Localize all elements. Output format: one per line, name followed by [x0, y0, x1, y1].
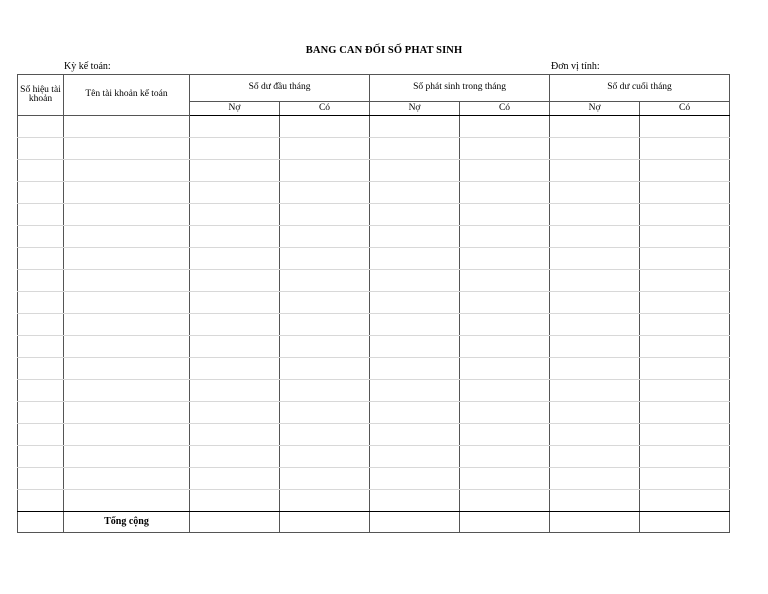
table-row	[18, 446, 730, 468]
table-row	[18, 424, 730, 446]
table-cell	[64, 226, 190, 248]
table-cell	[640, 270, 730, 292]
table-cell	[64, 336, 190, 358]
table-cell	[550, 248, 640, 270]
table-cell	[370, 226, 460, 248]
table-row	[18, 248, 730, 270]
table-cell	[190, 336, 280, 358]
table-cell	[370, 380, 460, 402]
table-cell	[550, 182, 640, 204]
table-cell	[280, 468, 370, 490]
table-cell	[550, 314, 640, 336]
table-cell	[18, 204, 64, 226]
table-cell	[640, 468, 730, 490]
header-opening-credit: Có	[280, 102, 370, 116]
table-cell	[64, 160, 190, 182]
table-cell	[460, 182, 550, 204]
table-row	[18, 160, 730, 182]
table-cell	[280, 138, 370, 160]
table-cell	[550, 490, 640, 512]
table-row	[18, 468, 730, 490]
table-cell	[190, 292, 280, 314]
table-cell	[190, 160, 280, 182]
table-cell	[64, 424, 190, 446]
table-cell	[64, 270, 190, 292]
table-body	[18, 116, 730, 512]
table-cell	[18, 424, 64, 446]
table-cell	[640, 402, 730, 424]
period-label: Kỳ kế toán:	[64, 61, 111, 72]
table-cell	[370, 292, 460, 314]
table-cell	[370, 402, 460, 424]
table-cell	[280, 204, 370, 226]
table-cell	[370, 490, 460, 512]
header-closing-debit: Nợ	[550, 102, 640, 116]
table-cell	[640, 182, 730, 204]
table-cell	[640, 380, 730, 402]
table-cell	[190, 116, 280, 138]
total-period-credit	[460, 512, 550, 533]
table-cell	[280, 182, 370, 204]
table-cell	[640, 446, 730, 468]
table-cell	[280, 160, 370, 182]
table-cell	[18, 380, 64, 402]
table-row	[18, 380, 730, 402]
table-cell	[460, 270, 550, 292]
table-cell	[190, 380, 280, 402]
table-cell	[370, 446, 460, 468]
table-cell	[190, 402, 280, 424]
table-cell	[18, 292, 64, 314]
table-cell	[190, 468, 280, 490]
table-cell	[280, 270, 370, 292]
table-cell	[64, 182, 190, 204]
total-closing-credit	[640, 512, 730, 533]
table-cell	[640, 314, 730, 336]
table-cell	[550, 270, 640, 292]
table-cell	[190, 204, 280, 226]
header-period-credit: Có	[460, 102, 550, 116]
table-cell	[460, 226, 550, 248]
table-cell	[460, 424, 550, 446]
table-cell	[640, 424, 730, 446]
table-cell	[370, 424, 460, 446]
table-cell	[460, 380, 550, 402]
table-cell	[280, 380, 370, 402]
table-cell	[190, 138, 280, 160]
table-row	[18, 314, 730, 336]
table-cell	[550, 160, 640, 182]
table-cell	[280, 314, 370, 336]
table-cell	[550, 358, 640, 380]
table-row	[18, 226, 730, 248]
table-cell	[370, 204, 460, 226]
table-cell	[64, 490, 190, 512]
table-cell	[640, 116, 730, 138]
table-row	[18, 182, 730, 204]
table-cell	[370, 138, 460, 160]
table-cell	[18, 336, 64, 358]
total-row-account-cell	[18, 512, 64, 533]
table-cell	[460, 204, 550, 226]
table-row	[18, 336, 730, 358]
table-row	[18, 358, 730, 380]
table-cell	[18, 138, 64, 160]
table-cell	[18, 116, 64, 138]
table-cell	[64, 402, 190, 424]
table-cell	[640, 292, 730, 314]
total-label: Tổng cộng	[64, 512, 190, 533]
table-cell	[64, 204, 190, 226]
table-cell	[460, 314, 550, 336]
header-opening-debit: Nợ	[190, 102, 280, 116]
trial-balance-table	[17, 74, 730, 533]
table-cell	[64, 116, 190, 138]
table-row	[18, 402, 730, 424]
table-cell	[190, 314, 280, 336]
table-cell	[190, 270, 280, 292]
table-cell	[550, 138, 640, 160]
table-row	[18, 490, 730, 512]
table-row	[18, 292, 730, 314]
header-account-number: Số hiệu tài khoản	[18, 75, 64, 116]
table-cell	[550, 468, 640, 490]
table-cell	[280, 424, 370, 446]
table-row	[18, 270, 730, 292]
table-cell	[460, 160, 550, 182]
table-cell	[640, 490, 730, 512]
header-closing-credit: Có	[640, 102, 730, 116]
document-title: BANG CAN ĐỐI SỐ PHAT SINH	[305, 45, 463, 56]
table-cell	[460, 490, 550, 512]
table-cell	[280, 116, 370, 138]
table-cell	[280, 402, 370, 424]
total-closing-debit	[550, 512, 640, 533]
table-cell	[190, 424, 280, 446]
unit-label: Đơn vị tính:	[551, 61, 600, 72]
table-cell	[640, 160, 730, 182]
table-cell	[280, 226, 370, 248]
header-period-transactions: Số phát sinh trong tháng	[370, 75, 550, 102]
table-cell	[370, 116, 460, 138]
table-cell	[18, 248, 64, 270]
table-cell	[18, 402, 64, 424]
table-cell	[460, 358, 550, 380]
table-cell	[370, 336, 460, 358]
table-cell	[64, 380, 190, 402]
table-cell	[370, 468, 460, 490]
table-cell	[18, 226, 64, 248]
table-row	[18, 138, 730, 160]
table-cell	[370, 182, 460, 204]
table-cell	[18, 270, 64, 292]
table-cell	[370, 270, 460, 292]
table-cell	[190, 490, 280, 512]
table-cell	[550, 116, 640, 138]
table-cell	[64, 358, 190, 380]
table-cell	[280, 292, 370, 314]
table-cell	[550, 446, 640, 468]
table-cell	[64, 292, 190, 314]
table-cell	[460, 402, 550, 424]
table-cell	[18, 182, 64, 204]
header-account-name: Tên tài khoản kế toán	[64, 75, 190, 116]
table-cell	[280, 490, 370, 512]
table-cell	[460, 468, 550, 490]
header-closing-balance: Số dư cuối tháng	[550, 75, 730, 102]
table-cell	[640, 226, 730, 248]
table-cell	[190, 182, 280, 204]
table-cell	[460, 336, 550, 358]
table-cell	[550, 204, 640, 226]
table-cell	[280, 336, 370, 358]
table-cell	[280, 446, 370, 468]
table-cell	[370, 314, 460, 336]
table-cell	[64, 468, 190, 490]
table-row	[18, 204, 730, 226]
table-cell	[550, 402, 640, 424]
table-cell	[280, 358, 370, 380]
table-cell	[64, 314, 190, 336]
table-cell	[190, 248, 280, 270]
table-cell	[460, 446, 550, 468]
total-period-debit	[370, 512, 460, 533]
table-cell	[640, 204, 730, 226]
table-cell	[460, 116, 550, 138]
table-cell	[64, 446, 190, 468]
table-cell	[190, 226, 280, 248]
table-cell	[370, 248, 460, 270]
table-cell	[640, 358, 730, 380]
table-cell	[550, 226, 640, 248]
table-cell	[280, 248, 370, 270]
table-cell	[64, 138, 190, 160]
table-cell	[190, 358, 280, 380]
table-cell	[640, 336, 730, 358]
table-row	[18, 116, 730, 138]
table-cell	[370, 358, 460, 380]
table-cell	[460, 248, 550, 270]
table-cell	[640, 138, 730, 160]
table-cell	[18, 358, 64, 380]
table-cell	[18, 314, 64, 336]
table-cell	[550, 336, 640, 358]
table-cell	[550, 380, 640, 402]
table-cell	[460, 292, 550, 314]
table-cell	[190, 446, 280, 468]
table-cell	[18, 446, 64, 468]
table-cell	[640, 248, 730, 270]
header-opening-balance: Số dư đầu tháng	[190, 75, 370, 102]
total-opening-debit	[190, 512, 280, 533]
table-cell	[18, 160, 64, 182]
table-cell	[370, 160, 460, 182]
total-opening-credit	[280, 512, 370, 533]
table-cell	[550, 292, 640, 314]
header-period-debit: Nợ	[370, 102, 460, 116]
table-cell	[18, 468, 64, 490]
table-cell	[550, 424, 640, 446]
table-cell	[460, 138, 550, 160]
table-cell	[64, 248, 190, 270]
table-cell	[18, 490, 64, 512]
